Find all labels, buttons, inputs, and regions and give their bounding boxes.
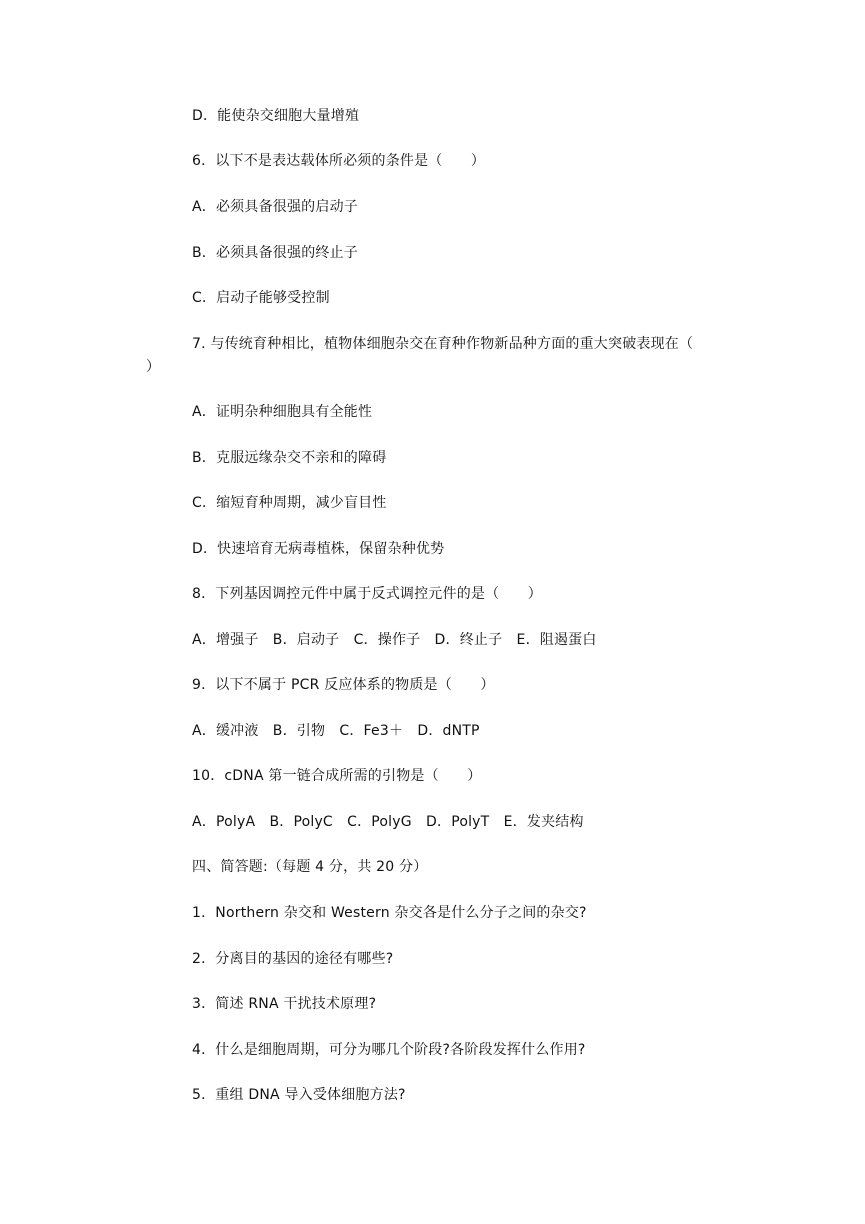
short-answer-5: 5．重组 DNA 导入受体细胞方法? (192, 1087, 406, 1103)
option-a-q7: A．证明杂种细胞具有全能性 (192, 404, 373, 420)
option-d-q7: D．快速培育无病毒植株，保留杂种优势 (192, 541, 445, 557)
short-answer-1: 1．Northern 杂交和 Western 杂交各是什么分子之间的杂交? (192, 905, 587, 921)
section-heading-short-answer: 四、简答题:（每题 4 分，共 20 分） (192, 859, 428, 875)
short-answer-2: 2．分离目的基因的途径有哪些? (192, 951, 394, 967)
option-c-q7: C．缩短育种周期，减少盲目性 (192, 495, 387, 511)
question-7: 7. 与传统育种相比，植物体细胞杂交在育种作物新品种方面的重大突破表现在（ (192, 336, 694, 352)
option-b-q6: B．必须具备很强的终止子 (192, 245, 359, 261)
question-6: 6．以下不是表达载体所必须的条件是（ ） (192, 153, 486, 169)
option-b-q7: B．克服远缘杂交不亲和的障碍 (192, 450, 387, 466)
option-a-q6: A．必须具备很强的启动子 (192, 199, 358, 215)
short-answer-3: 3．简述 RNA 干扰技术原理? (192, 996, 377, 1012)
question-8: 8．下列基因调控元件中属于反式调控元件的是（ ） (192, 586, 542, 602)
options-q8: A．增强子 B．启动子 C．操作子 D．终止子 E．阻遏蛋白 (192, 632, 597, 648)
short-answer-4: 4．什么是细胞周期，可分为哪几个阶段?各阶段发挥什么作用? (192, 1042, 586, 1058)
options-q9: A．缓冲液 B．引物 C．Fe3＋ D．dNTP (192, 723, 480, 739)
option-d-q5: D．能使杂交细胞大量增殖 (192, 108, 360, 124)
question-10: 10．cDNA 第一链合成所需的引物是（ ） (192, 768, 482, 784)
options-q10: A．PolyA B．PolyC C．PolyG D．PolyT E．发夹结构 (192, 814, 584, 830)
option-c-q6: C．启动子能够受控制 (192, 290, 330, 306)
question-7-continuation: ） (146, 359, 161, 375)
question-9: 9．以下不属于 PCR 反应体系的物质是（ ） (192, 677, 495, 693)
